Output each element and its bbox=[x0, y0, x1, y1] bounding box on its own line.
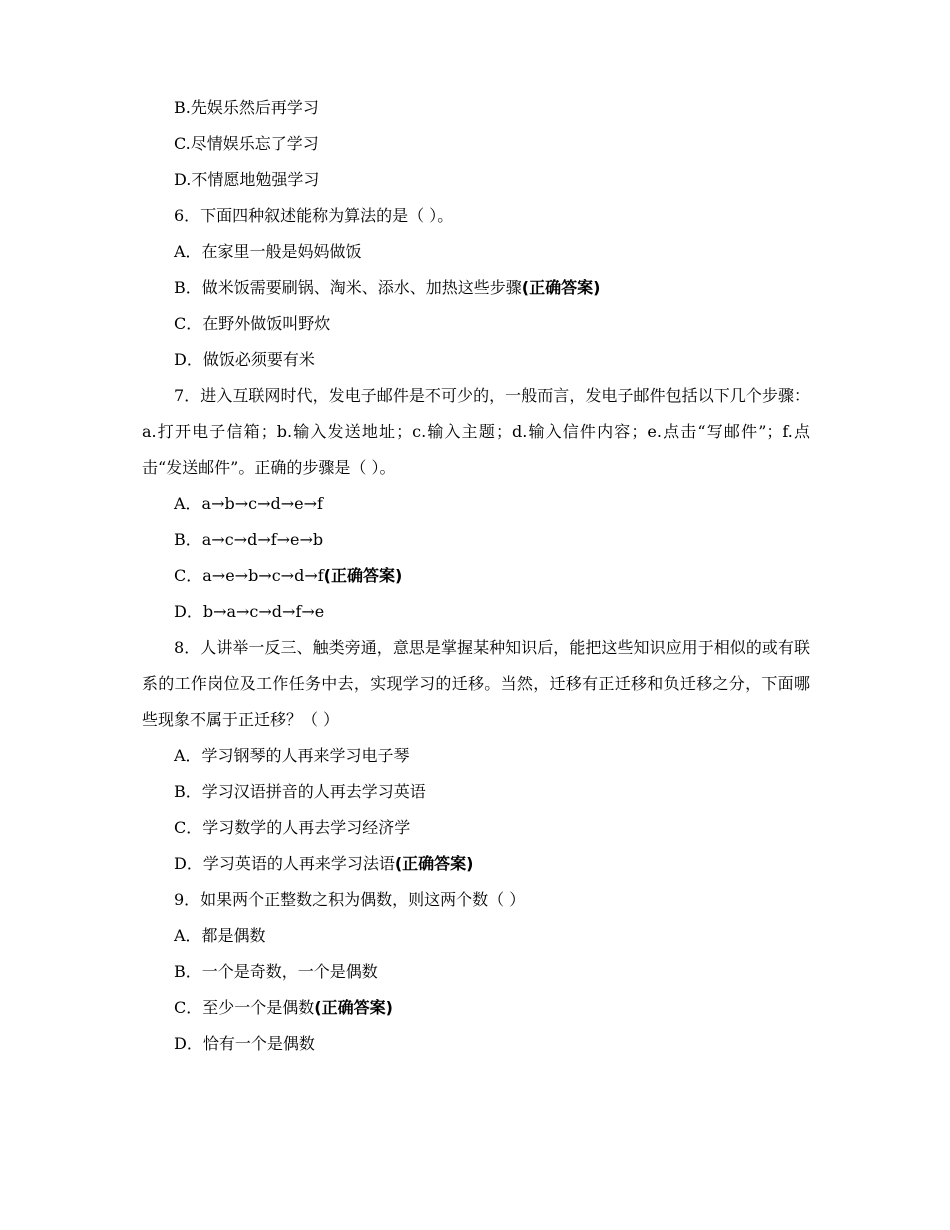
q9-option-b: B．一个是奇数，一个是偶数 bbox=[174, 962, 378, 981]
q9-option-c-text: C．至少一个是偶数 bbox=[174, 998, 315, 1017]
q6-option-b bbox=[142, 270, 810, 306]
question-7 bbox=[142, 378, 810, 630]
question-6 bbox=[142, 198, 810, 378]
question-8 bbox=[142, 630, 810, 882]
q5-option-c: C.尽情娱乐忘了学习 bbox=[174, 134, 319, 153]
q6-option-b-text: B．做米饭需要刷锅、淘米、添水、加热这些步骤 bbox=[174, 278, 522, 297]
q7-option-c-text: C．a→e→b→c→d→f bbox=[174, 566, 324, 585]
question-9 bbox=[142, 882, 810, 1062]
correct-answer-mark: (正确答案) bbox=[323, 566, 403, 585]
q5-option-b: B.先娱乐然后再学习 bbox=[174, 98, 319, 117]
q8-option-a: A．学习钢琴的人再来学习电子琴 bbox=[174, 746, 410, 765]
correct-answer-mark: (正确答案) bbox=[314, 998, 393, 1017]
q7-option-c bbox=[142, 558, 810, 594]
correct-answer-mark: (正确答案) bbox=[394, 854, 474, 873]
correct-answer-mark: (正确答案) bbox=[521, 278, 601, 297]
question-5-options bbox=[142, 90, 810, 198]
q8-option-c: C．学习数学的人再去学习经济学 bbox=[174, 818, 411, 837]
q9-stem: 9．如果两个正整数之积为偶数，则这两个数（ ） bbox=[174, 890, 526, 909]
q8-option-b: B．学习汉语拼音的人再去学习英语 bbox=[174, 782, 426, 801]
q5-option-d: D.不情愿地勉强学习 bbox=[174, 170, 320, 189]
q7-stem: 7．进入互联网时代，发电子邮件是不可少的，一般而言，发电子邮件包括以下几个步骤：a.打开电子信箱；b.输入发送地址；c.输入主题；d.输入信件内容；e.点击“写邮件”；f.点击“发送邮件”。正确的步骤是（ ）。 bbox=[142, 386, 810, 477]
q7-option-b: B．a→c→d→f→e→b bbox=[174, 530, 324, 549]
q6-stem: 6．下面四种叙述能称为算法的是（ ）。 bbox=[174, 206, 454, 225]
q6-option-d: D．做饭必须要有米 bbox=[174, 350, 315, 369]
q9-option-a: A．都是偶数 bbox=[174, 926, 266, 945]
q7-option-d: D．b→a→c→d→f→e bbox=[174, 602, 325, 621]
q6-option-c: C．在野外做饭叫野炊 bbox=[174, 314, 331, 333]
q8-option-d bbox=[142, 846, 810, 882]
q9-option-c bbox=[142, 990, 810, 1026]
question-list bbox=[142, 90, 810, 1062]
q6-option-a: A．在家里一般是妈妈做饭 bbox=[174, 242, 362, 261]
q8-stem: 8．人讲举一反三、触类旁通，意思是掌握某种知识后，能把这些知识应用于相似的或有联系的工作岗位及工作任务中去，实现学习的迁移。当然，迁移有正迁移和负迁移之分，下面哪些现象不属于正迁移？（ ） bbox=[142, 638, 810, 729]
q8-option-d-text: D．学习英语的人再来学习法语 bbox=[174, 854, 395, 873]
q7-option-a: A．a→b→c→d→e→f bbox=[174, 494, 323, 513]
q9-option-d: D．恰有一个是偶数 bbox=[174, 1034, 315, 1053]
